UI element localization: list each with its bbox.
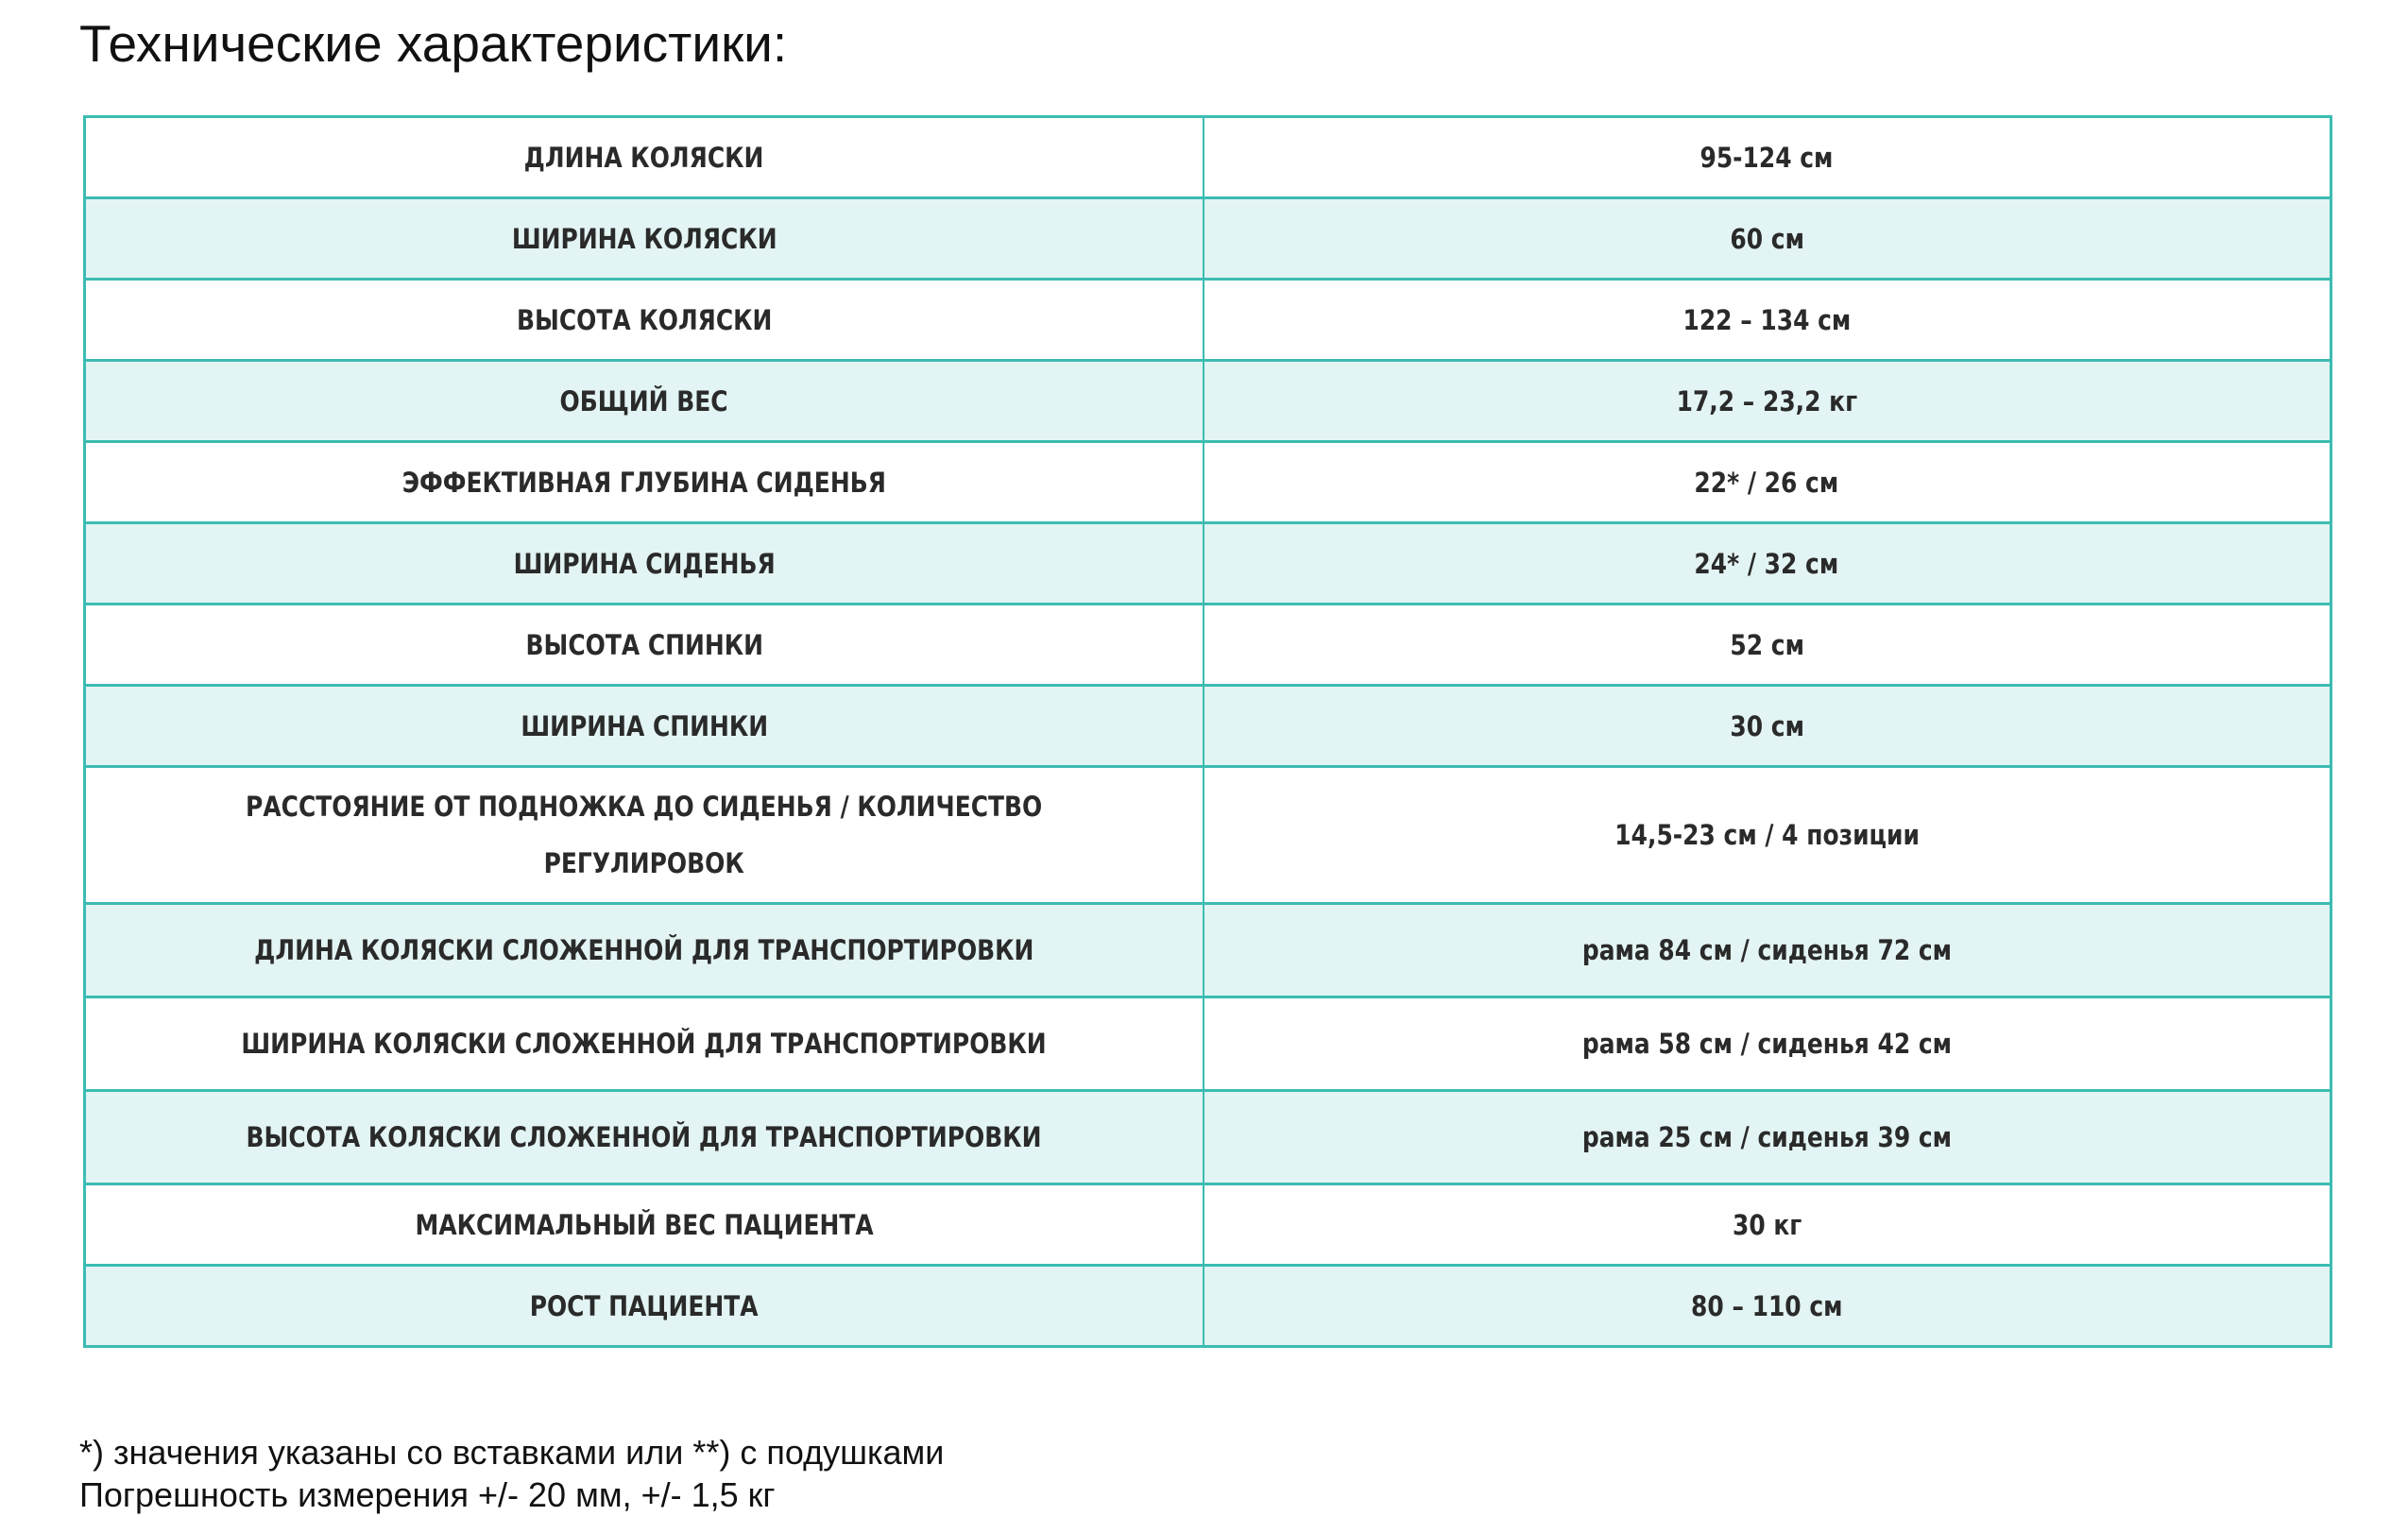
spec-label: ВЫСОТА КОЛЯСКИ: [85, 280, 1204, 361]
spec-value: 60 см: [1204, 198, 2331, 280]
spec-value: 95-124 см: [1204, 117, 2331, 198]
spec-label: ВЫСОТА КОЛЯСКИ СЛОЖЕННОЙ ДЛЯ ТРАНСПОРТИРОВКИ: [85, 1091, 1204, 1184]
table-row: [85, 767, 2331, 904]
spec-label: РОСТ ПАЦИЕНТА: [85, 1266, 1204, 1347]
spec-label: ДЛИНА КОЛЯСКИ СЛОЖЕННОЙ ДЛЯ ТРАНСПОРТИРОВКИ: [85, 904, 1204, 997]
table-row: [85, 361, 2331, 442]
table-row: [85, 198, 2331, 280]
table-row: [85, 904, 2331, 997]
table-row: [85, 523, 2331, 605]
spec-value: 14,5-23 см / 4 позиции: [1204, 767, 2331, 904]
page-title: Технические характеристики:: [79, 14, 788, 73]
spec-value: 52 см: [1204, 605, 2331, 686]
spec-value: 24* / 32 см: [1204, 523, 2331, 605]
footnote-inserts: *) значения указаны со вставками или **) с подушками: [79, 1433, 945, 1472]
spec-label: ДЛИНА КОЛЯСКИ: [85, 117, 1204, 198]
spec-label: ОБЩИЙ ВЕС: [85, 361, 1204, 442]
spec-value: рама 84 см / сиденья 72 см: [1204, 904, 2331, 997]
table-row: [85, 1266, 2331, 1347]
specifications-table: [83, 115, 2332, 1348]
spec-label: ЭФФЕКТИВНАЯ ГЛУБИНА СИДЕНЬЯ: [85, 442, 1204, 523]
footnote-tolerance: Погрешность измерения +/- 20 мм, +/- 1,5 кг: [79, 1475, 776, 1514]
spec-label: РАССТОЯНИЕ ОТ ПОДНОЖКА ДО СИДЕНЬЯ / КОЛИЧЕСТВО РЕГУЛИРОВОК: [85, 767, 1204, 904]
table-row: [85, 280, 2331, 361]
table-row: [85, 1091, 2331, 1184]
table-row: [85, 442, 2331, 523]
spec-value: рама 58 см / сиденья 42 см: [1204, 997, 2331, 1091]
table-row: [85, 997, 2331, 1091]
spec-value: 17,2 – 23,2 кг: [1204, 361, 2331, 442]
spec-value: 22* / 26 см: [1204, 442, 2331, 523]
spec-label: ШИРИНА СПИНКИ: [85, 686, 1204, 767]
spec-label: ВЫСОТА СПИНКИ: [85, 605, 1204, 686]
spec-value: 122 – 134 см: [1204, 280, 2331, 361]
table-row: [85, 686, 2331, 767]
spec-label: ШИРИНА КОЛЯСКИ: [85, 198, 1204, 280]
table-row: [85, 117, 2331, 198]
table-row: [85, 605, 2331, 686]
spec-label: ШИРИНА КОЛЯСКИ СЛОЖЕННОЙ ДЛЯ ТРАНСПОРТИРОВКИ: [85, 997, 1204, 1091]
spec-value: 80 – 110 см: [1204, 1266, 2331, 1347]
spec-label: ШИРИНА СИДЕНЬЯ: [85, 523, 1204, 605]
spec-value: 30 см: [1204, 686, 2331, 767]
table-row: [85, 1184, 2331, 1266]
spec-value: рама 25 см / сиденья 39 см: [1204, 1091, 2331, 1184]
spec-label: МАКСИМАЛЬНЫЙ ВЕС ПАЦИЕНТА: [85, 1184, 1204, 1266]
spec-value: 30 кг: [1204, 1184, 2331, 1266]
